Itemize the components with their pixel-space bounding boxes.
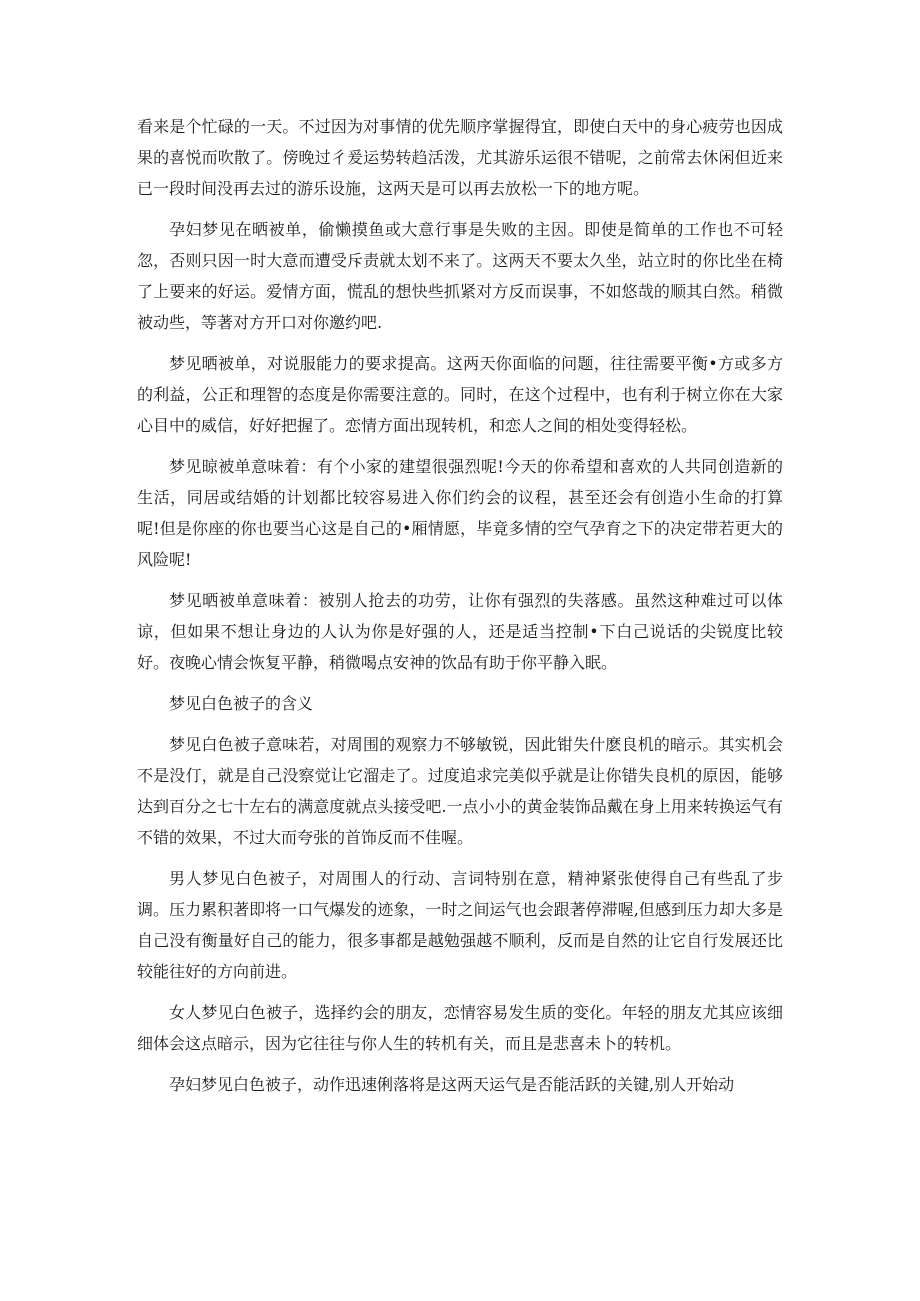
paragraph: 看来是个忙碌的一天。不过因为对事情的优先顺序掌握得宜，即使白天中的身心疲劳也因成果的喜悦而吹散了。傍晚过彳爰运势转趋活泼，尤其游乐运很不错呢，之前常去休闲但近来已一段时间没再去过的游乐设施，这两天是可以再去放松一下的地方呢。 xyxy=(137,117,783,198)
paragraph: 梦见晒被单，对说服能力的要求提高。这两天你面临的问题，往往需要平衡•方或多方的利益，公正和理智的态度是你需要注意的。同时，在这个过程中，也有利于树立你在大家心目中的威信，好好把握了。恋情方面出现转机，和恋人之间的相处变得轻松。 xyxy=(137,354,783,435)
paragraph: 梦见晒被单意味着：被别人抢去的功劳，让你有强烈的失落感。虽然这种难过可以体谅，但如果不想让身边的人认为你是好强的人，还是适当控制•下白己说话的尖锐度比较好。夜晚心情会恢复平静，稍微喝点安神的饮品有助于你平静入眠。 xyxy=(137,591,783,672)
document-body xyxy=(137,111,783,1110)
paragraph: 孕妇梦见白色被子，动作迅速俐落将是这两天运气是否能活跃的关键,别人开始动 xyxy=(169,1075,735,1094)
paragraph: 孕妇梦见在晒被单，偷懒摸鱼或大意行事是失败的主因。即使是简单的工作也不可轻忽，否则只因一时大意而遭受斥责就太划不来了。这两天不要太久坐，站立时的你比坐在椅了上要来的好运。爱情方面，慌乱的想快些抓紧对方反而误事，不如悠哉的顺其白然。稍微被动些，等著对方开口对你邀约吧. xyxy=(137,220,783,332)
paragraph: 梦见晾被单意味着：有个小家的建望很强烈呢!今天的你希望和喜欢的人共同创造新的生活，同居或结婚的计划都比较容易进入你们约会的议程，甚至还会有创造小生命的打算呢!但是你座的你也要当心这是自己的•厢情愿，毕竟多情的空气孕育之下的决定带若更大的风险呢! xyxy=(137,457,783,569)
paragraph: 女人梦见白色被子，选择约会的朋友，恋情容易发生质的变化。年轻的朋友尤其应该细细体会这点暗示，因为它往往与你人生的转机有关，而且是悲喜未卜的转机。 xyxy=(137,1003,783,1053)
paragraph: 男人梦见白色被子，对周围人的行动、言词特别在意，精神紧张使得自己有些乱了步调。压力累积著即将一口气爆发的迹象，一时之间运气也会跟著停滞喔,但感到压力却大多是自己没有衡量好自己的能力，很多事都是越勉强越不顺利，反而是自然的让它自行发展还比较能往好的方向前进。 xyxy=(137,869,783,981)
section-heading: 梦见白色被子的含义 xyxy=(169,694,314,713)
paragraph: 梦见白色被子意味若，对周围的观察力不够敏锐，因此钳失什麽良机的暗示。其实机会不是没仃，就是自己没察觉让它溜走了。过度追求完美似乎就是让你错失良机的原因，能够达到百分之七十左右的满意度就点头接受吧.一点小小的黄金装饰品戴在身上用来转换运气有不错的效果，不过大而夸张的首饰反而不佳喔。 xyxy=(137,735,783,847)
